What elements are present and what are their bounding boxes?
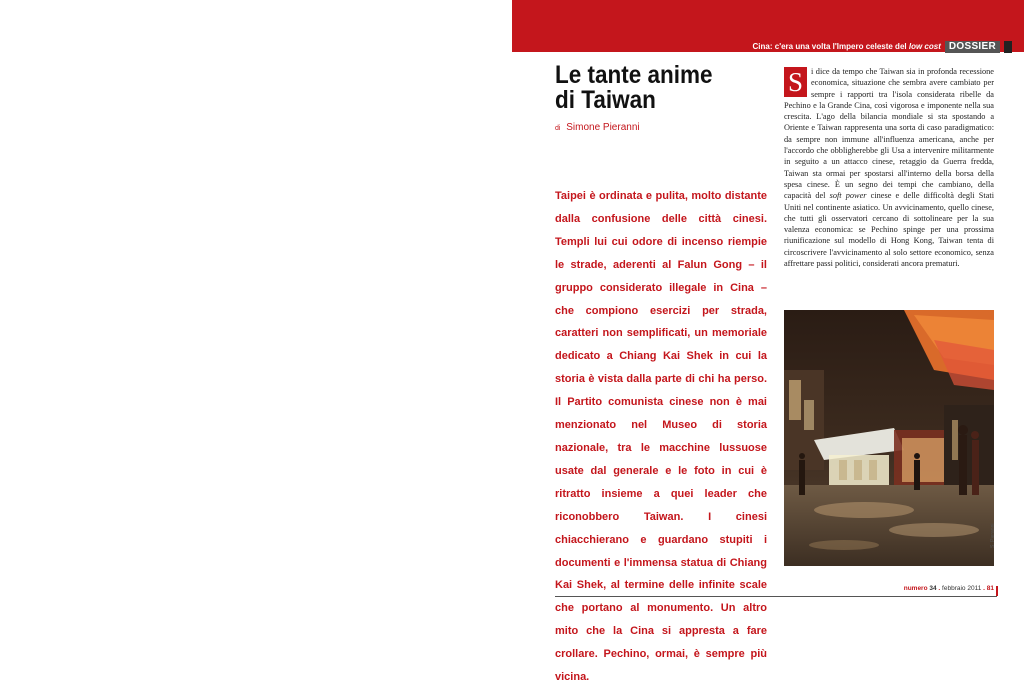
running-header-subtitle xyxy=(753,42,941,51)
section-label: DOSSIER xyxy=(945,41,1000,53)
byline-prefix: di xyxy=(555,125,561,132)
footer-marker xyxy=(996,586,998,596)
footer-separator: . xyxy=(938,585,941,592)
body-text-italic: soft power xyxy=(829,191,867,201)
footer-rule xyxy=(555,596,997,597)
body-text xyxy=(784,66,994,269)
footer-date: febbraio 2011 xyxy=(942,585,982,592)
footer-separator-2: . xyxy=(983,585,985,592)
body-text-part-1: i dice da tempo che Taiwan sia in profonda recessione economica, situazione che sembra avere cambiato per sempre i rapporti tra l'isola considerata ribelle da Pechino e la Grande Cina, così vigorosa e imponente nella sua crescita. L'ago della bilancia mondiale si sta spostando a Oriente e Taiwan rappresenta una sorta di caso paradigmatico: da sempre non immune all'influenza americana, anche per l'accordo che obbligherebbe gli Usa a intervenire militarmente in seguito a un attacco cinese, retaggio da Guerra fredda, Taiwan sta ormai per spostarsi all'interno della borsa della spesa cinese. È un segno dei tempi che cambiano, della capacità del xyxy=(784,67,994,201)
page-number: 81 xyxy=(986,585,994,592)
author-name: Simone Pieranni xyxy=(566,122,640,133)
body-text-part-2: cinese e delle difficoltà degli Stati Uniti nel continente asiatico. Un avvicinamento, quello cinese, che tutti gli osservatori cercano di sottolineare per la sua valenza economica: se Pechino spinge per una prossima riunificazione sul modello di Hong Kong, Taiwan tenta di circoscrivere l'avvicinamento al solo settore economico, senza affrettare passi politici, considerati ancora prematuri. xyxy=(784,191,995,269)
drop-cap: S xyxy=(784,67,807,97)
title-line-2: di Taiwan xyxy=(555,86,656,114)
lead-paragraph: Taipei è ordinata e pulita, molto distante dalla confusione delle città cinesi. Templi lui cui odore di incenso riempie le strade, aderenti al Falun Gong – il gruppo considerato illegale in Cina – che compiono esercizi per strada, caratteri non semplificati, un memoriale dedicato a Chiang Kai Shek in cui la storia è vista dalla parte di chi ha perso. Il Partito comunista cinese non è mai menzionato nel Museo di storia nazionale, tra le macchine lussuose usate dal generale e le foto in cui è ritratto insieme a quei leader che riconobbero Taiwan. I cinesi chiacchierano e guardano stupiti i documenti e l'immensa statua di Chiang Kai Shek, al termine delle infinite scale che portano al monumento. Un altro mito che la Cina si appresta a fare crollare. Pechino, ormai, è sempre più vicina. xyxy=(555,190,767,684)
section-marker xyxy=(1004,41,1012,53)
photo-credit: S. Pieranni xyxy=(990,523,996,548)
footer-issue-prefix: numero xyxy=(903,585,928,592)
subtitle-text: Cina: c'era una volta l'Impero celeste del xyxy=(752,42,907,51)
title-line-1: Le tante anime xyxy=(555,61,713,89)
street-photo xyxy=(784,310,994,566)
running-header xyxy=(512,40,1012,53)
byline xyxy=(555,122,640,133)
article-title xyxy=(555,63,753,113)
night-market-illustration xyxy=(784,310,994,566)
footer-issue-number: 34 xyxy=(929,585,937,592)
footer xyxy=(904,585,994,592)
subtitle-italic: low cost xyxy=(908,42,941,51)
